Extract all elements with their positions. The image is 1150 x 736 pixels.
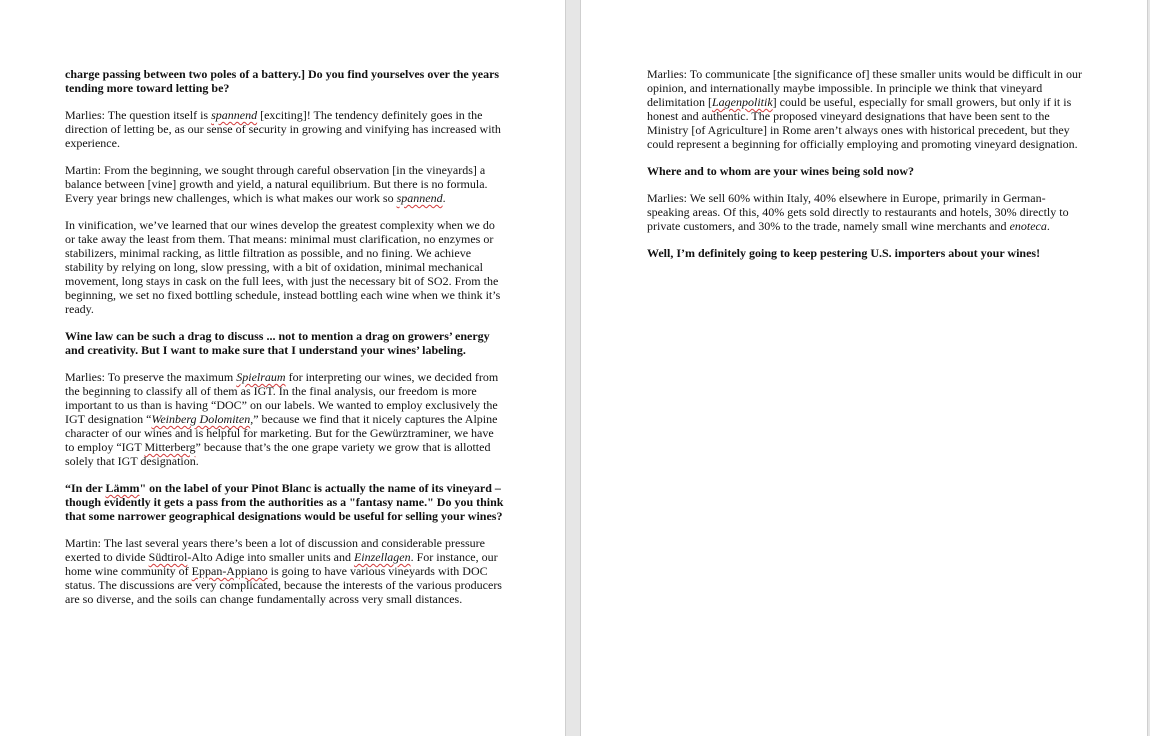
answer-text: ” because that’s the one grape variety we grow that is allotted solely that IGT designation. [65,440,491,468]
answer-text: is going to have various vineyards with DOC status. The discussions are very complicated, because the interests of the various producers are so diverse, and the soils can change fundamentally across very small distances. [65,564,502,606]
answer-text: . For instance, our home wine community of [65,550,498,578]
misspelled-word[interactable]: Lagenpolitik [712,95,773,109]
misspelled-word[interactable]: Lämm [105,481,140,495]
answer-text: Marlies: The question itself is [65,108,212,122]
interview-answer [65,536,505,606]
misspelled-word[interactable]: Spielraum [236,370,286,384]
answer-text: ] could be useful, especially for small growers, but only if it is honest and authentic. The proposed vineyard designations that have been sent to the Ministry [of Agriculture] in Rome aren’t always ones with historical precedent, but they could represent a beginning for officially employing and promoting vineyard designation. [647,95,1078,151]
page-body[interactable] [65,67,505,619]
interview-question: Wine law can be such a drag to discuss ... not to mention a drag on growers’ energy and creativity. But I want to make sure that I understand your wines’ labeling. [65,329,490,357]
answer-text: [exciting]! The tendency definitely goes in the direction of letting be, as our sense of security in growing and vinifying has increased with experience. [65,108,501,150]
interview-question: Well, I’m definitely going to keep pestering U.S. importers about your wines! [647,246,1041,260]
interview-question [65,481,505,523]
interview-question: charge passing between two poles of a battery.] Do you find yourselves over the years tending more toward letting be? [65,67,500,95]
answer-text: Marlies: To preserve the maximum [65,370,237,384]
misspelled-word[interactable]: Weinberg Dolomiten [151,412,251,426]
interview-answer: In vinification, we’ve learned that our wines develop the greatest complexity when we do or take away the least from them. That means: minimal must clarification, no enzymes or stabilizers, minimal racking, as little filtration as possible, and no fining. We achieve stability by relying on long, slow pressing, with a bit of oxidation, minimal mechanical movement, long stays in cask on the full lees, with just the necessary bit of SO2. From the beginning, we set no fixed bottling schedule, instead bottling each wine when we think it’s ready. [65,218,501,316]
interview-answer [647,67,1087,151]
interview-answer [65,163,505,205]
misspelled-word[interactable]: spannend [211,108,258,122]
answer-text: . [442,191,446,205]
answer-text: Martin: From the beginning, we sought through careful observation [in the vineyards] a balance between [vine] growth and yield, a natural equilibrium. But there is no formula. Every year brings new challenges, which is what makes our work so [65,163,488,205]
answer-text: -Alto Adige into smaller units and [187,550,354,564]
interview-question: Where and to whom are your wines being sold now? [647,164,915,178]
page-body[interactable] [647,67,1087,273]
misspelled-word[interactable]: Südtirol [148,550,188,564]
interview-answer [647,191,1087,233]
misspelled-word[interactable]: Mitterberg [144,440,196,454]
answer-text: Marlies: We sell 60% within Italy, 40% elsewhere in Europe, primarily in German-speaking areas. Of this, 40% gets sold directly to restaurants and hotels, 30% directly to private customers, and 30% to the trade, namely small wine merchants and [647,191,1069,233]
misspelled-word[interactable]: spannend [396,191,443,205]
document-page-right [580,0,1148,736]
italic-term: enoteca [1009,219,1047,233]
question-text: " on the label of your Pinot Blanc is actually the name of its vineyard – though evidently it gets a pass from the authorities as a "fantasy name." Do you think that some narrower geographical designations would be useful for selling your wines? [65,481,504,523]
interview-answer [65,370,505,468]
misspelled-word[interactable]: Eppan-Appiano [191,564,268,578]
answer-text: Martin: The last several years there’s been a lot of discussion and considerable pressure exerted to divide [65,536,485,564]
interview-answer [65,108,505,150]
answer-text: for interpreting our wines, we decided from the beginning to classify all of them as IGT. In the final analysis, our freedom is more important to us than is having “DOC” on our labels. We wanted to employ exclusively the IGT designation “ [65,370,499,426]
document-page-left [0,0,566,736]
answer-text: ,” because we find that it nicely captures the Alpine character of our wines and is helpful for marketing. But for the Gewürztraminer, we have to employ “IGT [65,412,498,454]
answer-text: Marlies: To communicate [the significance of] these smaller units would be difficult in our opinion, and internationally maybe impossible. In principle we think that vineyard delimitation [ [647,67,1082,109]
misspelled-word[interactable]: Einzellagen [353,550,411,564]
question-text: “In der [65,481,106,495]
answer-text: . [1046,219,1050,233]
